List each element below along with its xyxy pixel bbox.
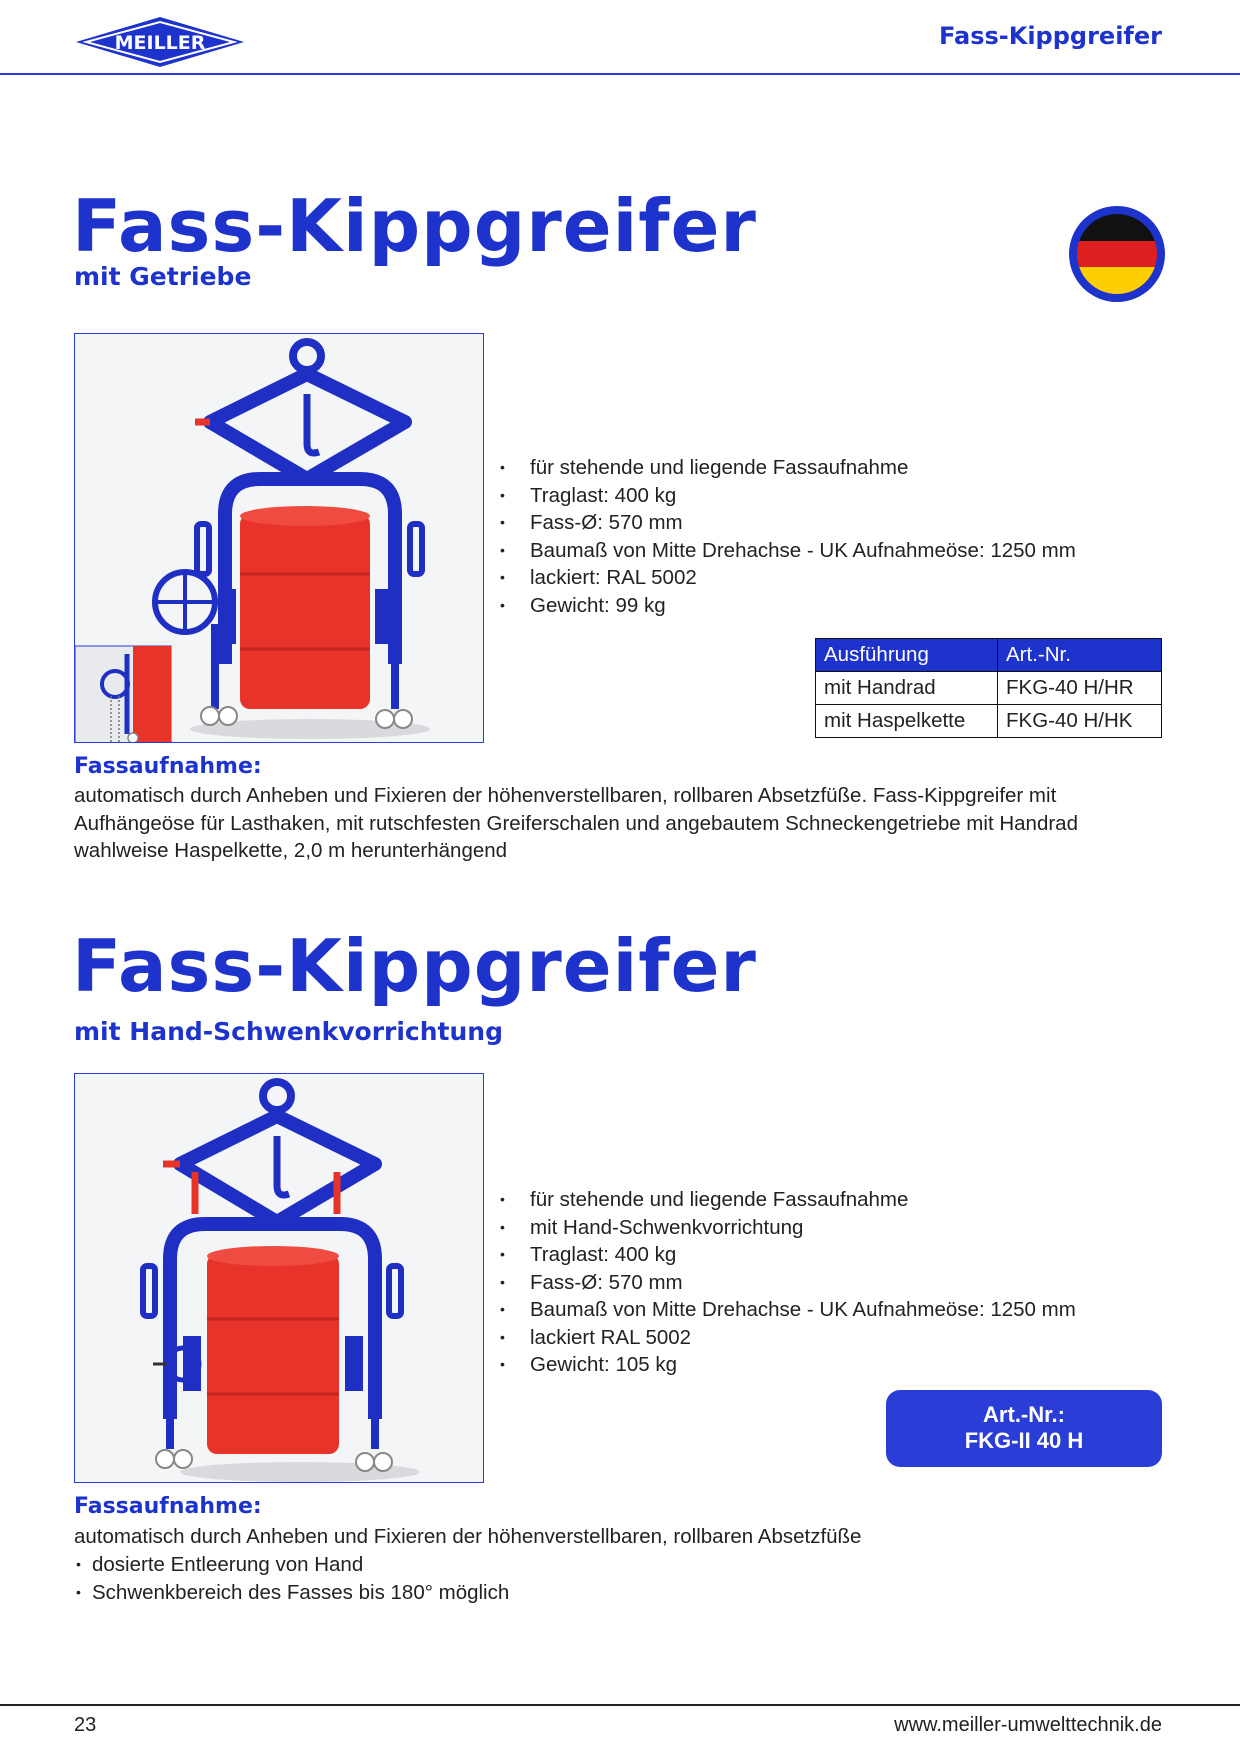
meiller-logo <box>72 14 248 70</box>
product2-description: automatisch durch Anheben und Fixieren der höhenverstellbaren, rollbaren Absetzfüße <box>74 1525 862 1548</box>
header-divider <box>0 73 1240 75</box>
table-cell: mit Haspelkette <box>816 705 998 738</box>
logo-text: MEILLER <box>114 32 206 54</box>
product2-subtitle: mit Hand-Schwenkvorrichtung <box>74 1017 503 1046</box>
column-header: Ausführung <box>816 639 998 672</box>
product1-feature-list <box>500 454 1076 619</box>
list-item: • Schwenkbereich des Fasses bis 180° möglich <box>74 1579 509 1607</box>
table-cell: mit Handrad <box>816 672 998 705</box>
table-cell: FKG-40 H/HR <box>998 672 1162 705</box>
page-number: 23 <box>74 1714 97 1736</box>
product2-point-list <box>74 1551 509 1606</box>
product2-feature-list <box>500 1186 1076 1379</box>
feature-item: • Gewicht: 105 kg <box>500 1351 1076 1379</box>
product1-section-label: Fassaufnahme: <box>74 754 262 779</box>
list-item: • dosierte Entleerung von Hand <box>74 1551 509 1579</box>
table-cell: FKG-40 H/HK <box>998 705 1162 738</box>
article-number-badge <box>886 1390 1162 1467</box>
article-number-value: FKG-II 40 H <box>964 1428 1084 1453</box>
product2-image <box>74 1073 484 1483</box>
footer-divider <box>0 1704 1240 1706</box>
column-header: Art.-Nr. <box>998 639 1162 672</box>
table-row <box>816 672 1162 705</box>
feature-item: • lackiert RAL 5002 <box>500 1324 1076 1352</box>
feature-item: • Fass-Ø: 570 mm <box>500 1269 1076 1297</box>
feature-item: • mit Hand-Schwenkvorrichtung <box>500 1214 1076 1242</box>
product1-description: automatisch durch Anheben und Fixieren der höhenverstellbaren, rollbaren Absetzfüße. Fass-Kippgreifer mit Aufhängeöse für Lasthaken, mit rutschfesten Greiferschalen und angebautem Schneckengetriebe mit Handrad wahlweise Haspelkette, 2,0 m herunterhängend <box>74 784 1078 862</box>
feature-item: • Baumaß von Mitte Drehachse - UK Aufnahmeöse: 1250 mm <box>500 537 1076 565</box>
feature-item: • für stehende und liegende Fassaufnahme <box>500 1186 1076 1214</box>
article-table <box>815 638 1162 738</box>
feature-item: • Traglast: 400 kg <box>500 482 1076 510</box>
feature-item: • Fass-Ø: 570 mm <box>500 509 1076 537</box>
website-link[interactable]: www.meiller-umwelttechnik.de <box>894 1714 1162 1736</box>
feature-item: • Traglast: 400 kg <box>500 1241 1076 1269</box>
product2-section-label: Fassaufnahme: <box>74 1494 262 1519</box>
feature-item: • Gewicht: 99 kg <box>500 592 1076 620</box>
article-number-label: Art.-Nr.: <box>983 1402 1065 1427</box>
product1-subtitle: mit Getriebe <box>74 262 252 291</box>
feature-item: • Baumaß von Mitte Drehachse - UK Aufnahmeöse: 1250 mm <box>500 1296 1076 1324</box>
table-row <box>816 705 1162 738</box>
product2-title: Fass-Kippgreifer <box>72 924 757 1008</box>
feature-item: • lackiert: RAL 5002 <box>500 564 1076 592</box>
product1-image <box>74 333 484 743</box>
header-title: Fass-Kippgreifer <box>939 22 1162 50</box>
product1-title: Fass-Kippgreifer <box>72 184 757 268</box>
table-header-row <box>816 639 1162 672</box>
feature-item: • für stehende und liegende Fassaufnahme <box>500 454 1076 482</box>
germany-flag-icon <box>1067 204 1167 304</box>
